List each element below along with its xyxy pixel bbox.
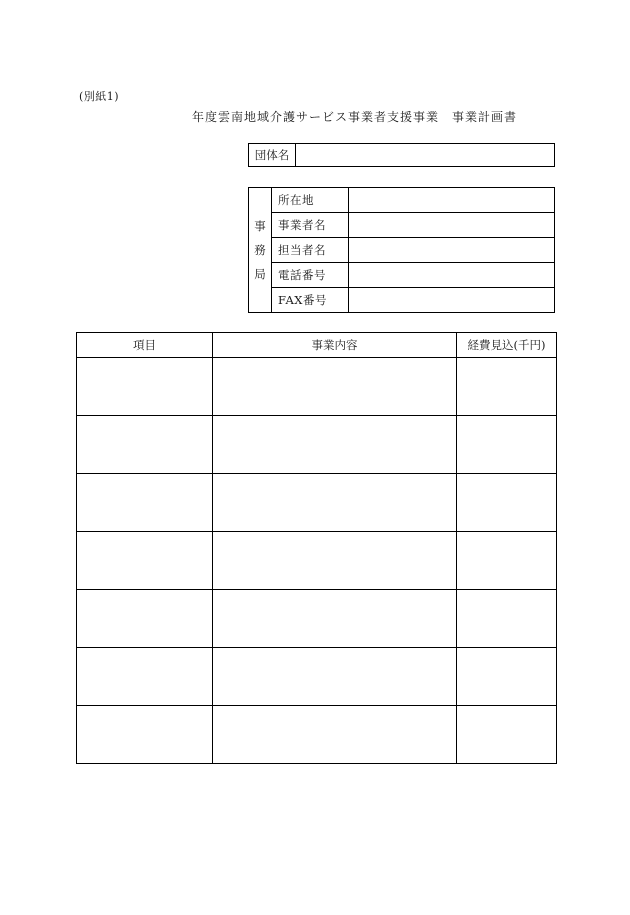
cell-content[interactable] (213, 358, 457, 416)
table-row (77, 358, 557, 416)
office-row-company (272, 213, 554, 238)
office-row-fax (272, 288, 554, 312)
office-side-char: 務 (254, 243, 266, 257)
office-section (248, 187, 555, 313)
plan-table (76, 332, 557, 764)
header-item: 項目 (77, 333, 213, 358)
header-content: 事業内容 (213, 333, 457, 358)
organization-field (248, 143, 555, 167)
cell-content[interactable] (213, 416, 457, 474)
table-row (77, 590, 557, 648)
table-row (77, 474, 557, 532)
office-row-label: 担当者名 (272, 238, 349, 262)
plan-table-header-row (77, 333, 557, 358)
attachment-label: (別紙1) (79, 90, 120, 103)
office-row-value[interactable] (349, 213, 554, 237)
office-side-label (249, 188, 272, 312)
cell-content[interactable] (213, 474, 457, 532)
cell-item[interactable] (77, 474, 213, 532)
cell-item[interactable] (77, 358, 213, 416)
table-row (77, 532, 557, 590)
cell-content[interactable] (213, 590, 457, 648)
organization-value[interactable] (296, 144, 554, 166)
office-row-label: 所在地 (272, 188, 349, 212)
cell-cost[interactable] (457, 706, 557, 764)
table-row (77, 648, 557, 706)
office-side-char: 事 (254, 219, 266, 233)
office-row-address (272, 188, 554, 213)
office-row-value[interactable] (349, 188, 554, 212)
office-row-label: 事業者名 (272, 213, 349, 237)
cell-cost[interactable] (457, 648, 557, 706)
office-row-value[interactable] (349, 288, 554, 312)
office-row-contact (272, 238, 554, 263)
cell-cost[interactable] (457, 358, 557, 416)
cell-content[interactable] (213, 706, 457, 764)
cell-item[interactable] (77, 532, 213, 590)
header-cost: 経費見込(千円) (457, 333, 557, 358)
office-side-char: 局 (254, 267, 266, 281)
cell-item[interactable] (77, 416, 213, 474)
office-row-label: 電話番号 (272, 263, 349, 287)
office-row-phone (272, 263, 554, 288)
office-row-label: FAX番号 (272, 288, 349, 312)
office-row-value[interactable] (349, 263, 554, 287)
cell-item[interactable] (77, 590, 213, 648)
cell-cost[interactable] (457, 590, 557, 648)
cell-cost[interactable] (457, 416, 557, 474)
table-row (77, 416, 557, 474)
cell-cost[interactable] (457, 532, 557, 590)
table-row (77, 706, 557, 764)
document-title: 年度雲南地域介護サービス事業者支援事業 事業計画書 (192, 110, 518, 124)
organization-label: 団体名 (249, 144, 296, 166)
office-rows (272, 188, 554, 312)
cell-content[interactable] (213, 648, 457, 706)
cell-content[interactable] (213, 532, 457, 590)
cell-item[interactable] (77, 648, 213, 706)
office-row-value[interactable] (349, 238, 554, 262)
cell-cost[interactable] (457, 474, 557, 532)
cell-item[interactable] (77, 706, 213, 764)
